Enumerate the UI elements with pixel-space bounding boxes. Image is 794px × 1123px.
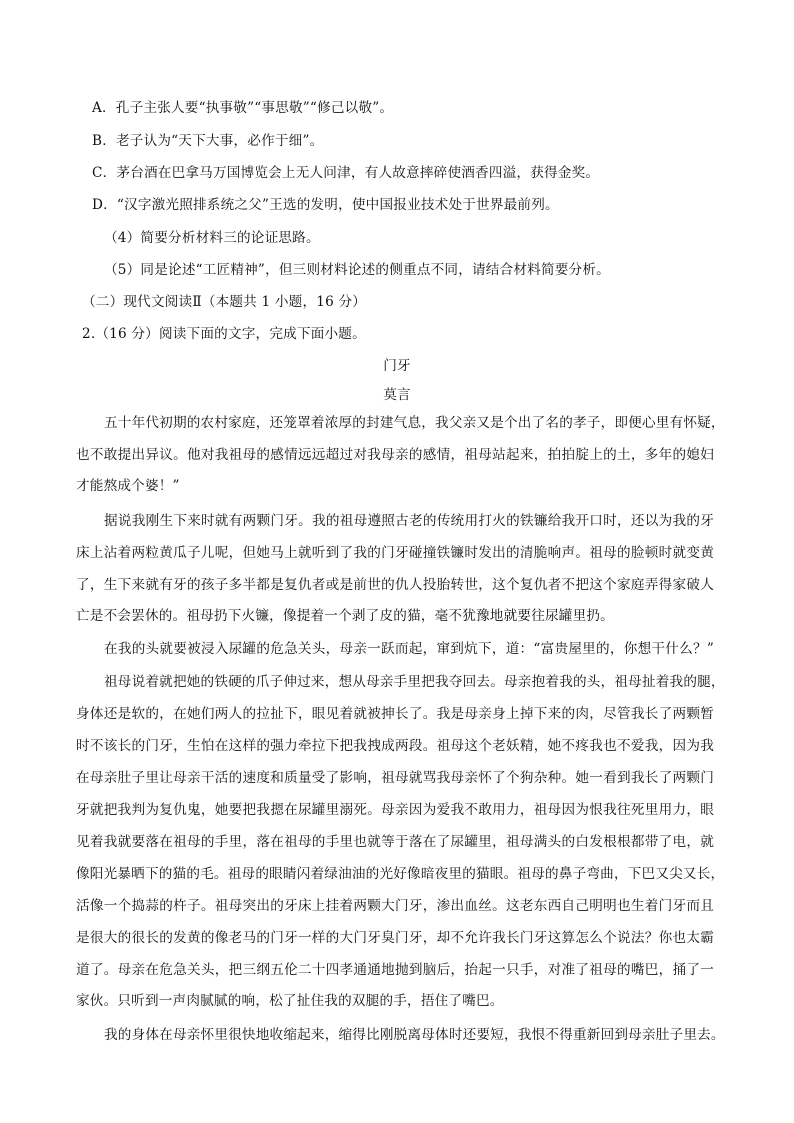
option-c: C．茅台酒在巴拿马万国博览会上无人问津，有人故意摔碎使酒香四溢，获得金奖。 — [92, 165, 600, 181]
story-line: 据说我刚生下来时就有两颗门牙。我的祖母遵照古老的传统用打火的铁镰给我开口时，还以为我的牙 — [104, 513, 714, 529]
story-line: 我的身体在母亲怀里很快地收缩起来，缩得比刚脱离母体时还要短，我恨不得重新回到母亲肚子里去。 — [104, 1027, 725, 1043]
story-line: 活像一个捣蒜的杵子。祖母突出的牙床上挂着两颗大门牙，渗出血丝。这老东西自己明明也生着门牙而且 — [76, 898, 714, 914]
story-line: 家伙。只听到一声肉腻腻的响，松了扯住我的双腿的手，捂住了嘴巴。 — [76, 993, 504, 1009]
story-line: 见着我就要落在祖母的手里，落在祖母的手里也就等于落在了尿罐里，祖母满头的白发根根都带了电，就 — [76, 834, 714, 850]
story-title: 门牙 — [383, 358, 411, 374]
option-a: A．孔子主张人要“执事敬”“事思敬”“修己以敬”。 — [92, 100, 394, 116]
story-line: 是很大的很长的发黄的像老马的门牙一样的大门牙臭门牙，却不允许我长门牙这算怎么个说法？你也太霸 — [76, 930, 714, 946]
story-line: 五十年代初期的农村家庭，还笼罩着浓厚的封建气息，我父亲又是个出了名的孝子，即便心里有怀疑， — [104, 415, 725, 431]
section-header: （二）现代文阅读Ⅱ（本题共 1 小题，16 分） — [82, 294, 367, 310]
question-intro: 2.（16 分）阅读下面的文字，完成下面小题。 — [82, 326, 366, 342]
story-line: 祖母说着就把她的铁硬的爪子伸过来，想从母亲手里把我夺回去。母亲抱着我的头，祖母扯着我的腿， — [104, 674, 725, 690]
story-line: 亡是不会罢休的。祖母扔下火镰，像提着一个剥了皮的猫，毫不犹豫地就要往尿罐里扔。 — [76, 608, 614, 624]
question-4: （4）简要分析材料三的论证思路。 — [104, 230, 320, 246]
story-line: 身体还是软的，在她们两人的拉扯下，眼见着就被抻长了。我是母亲身上掉下来的肉，尽管我长了两颗暂 — [76, 706, 714, 722]
story-line: 时不该长的门牙，生怕在这样的强力牵拉下把我拽成两段。祖母这个老妖精，她不疼我也不爱我，因为我 — [76, 738, 714, 754]
story-line: 了，生下来就有牙的孩子多半都是复仇者或是前世的仇人投胎转世，这个复仇者不把这个家庭弄得家破人 — [76, 577, 714, 593]
story-line: 像阳光暴晒下的猫的毛。祖母的眼睛闪着绿油油的光好像暗夜里的猫眼。祖母的鼻子弯曲，下巴又尖又长， — [76, 866, 725, 882]
story-line: 在我的头就要被浸入尿罐的危急关头，母亲一跃而起，窜到炕下，道：“富贵屋里的，你想干什么？” — [104, 641, 714, 657]
option-b: B．老子认为“天下大事，必作于细”。 — [92, 133, 324, 149]
question-5: （5）同是论述“工匠精神”，但三则材料论述的侧重点不同，请结合材料简要分析。 — [104, 262, 610, 278]
story-author: 莫言 — [383, 387, 411, 403]
story-line: 床上沾着两粒黄瓜子儿呢，但她马上就听到了我的门牙碰撞铁镰时发出的清脆响声。祖母的脸顿时就变黄 — [76, 545, 714, 561]
story-line: 才能熬成个婆！” — [76, 478, 180, 494]
story-line: 道了。母亲在危急关头，把三纲五伦二十四孝通通地抛到脑后，抬起一只手，对准了祖母的嘴巴，捅了一 — [76, 962, 714, 978]
story-line: 也不敢提出异议。他对我祖母的感情远远超过对我母亲的感情，祖母站起来，拍拍腚上的土，多年的媳妇 — [76, 447, 714, 463]
option-d: D．“汉字激光照排系统之父”王选的发明，使中国报业技术处于世界最前列。 — [92, 197, 559, 213]
story-line: 牙就把我判为复仇鬼，她要把我摁在尿罐里溺死。母亲因为爱我不敢用力，祖母因为恨我往死里用力，眼 — [76, 802, 714, 818]
story-line: 在母亲肚子里让母亲干活的速度和质量受了影响，祖母就骂我母亲怀了个狗杂种。她一看到我长了两颗门 — [76, 770, 714, 786]
